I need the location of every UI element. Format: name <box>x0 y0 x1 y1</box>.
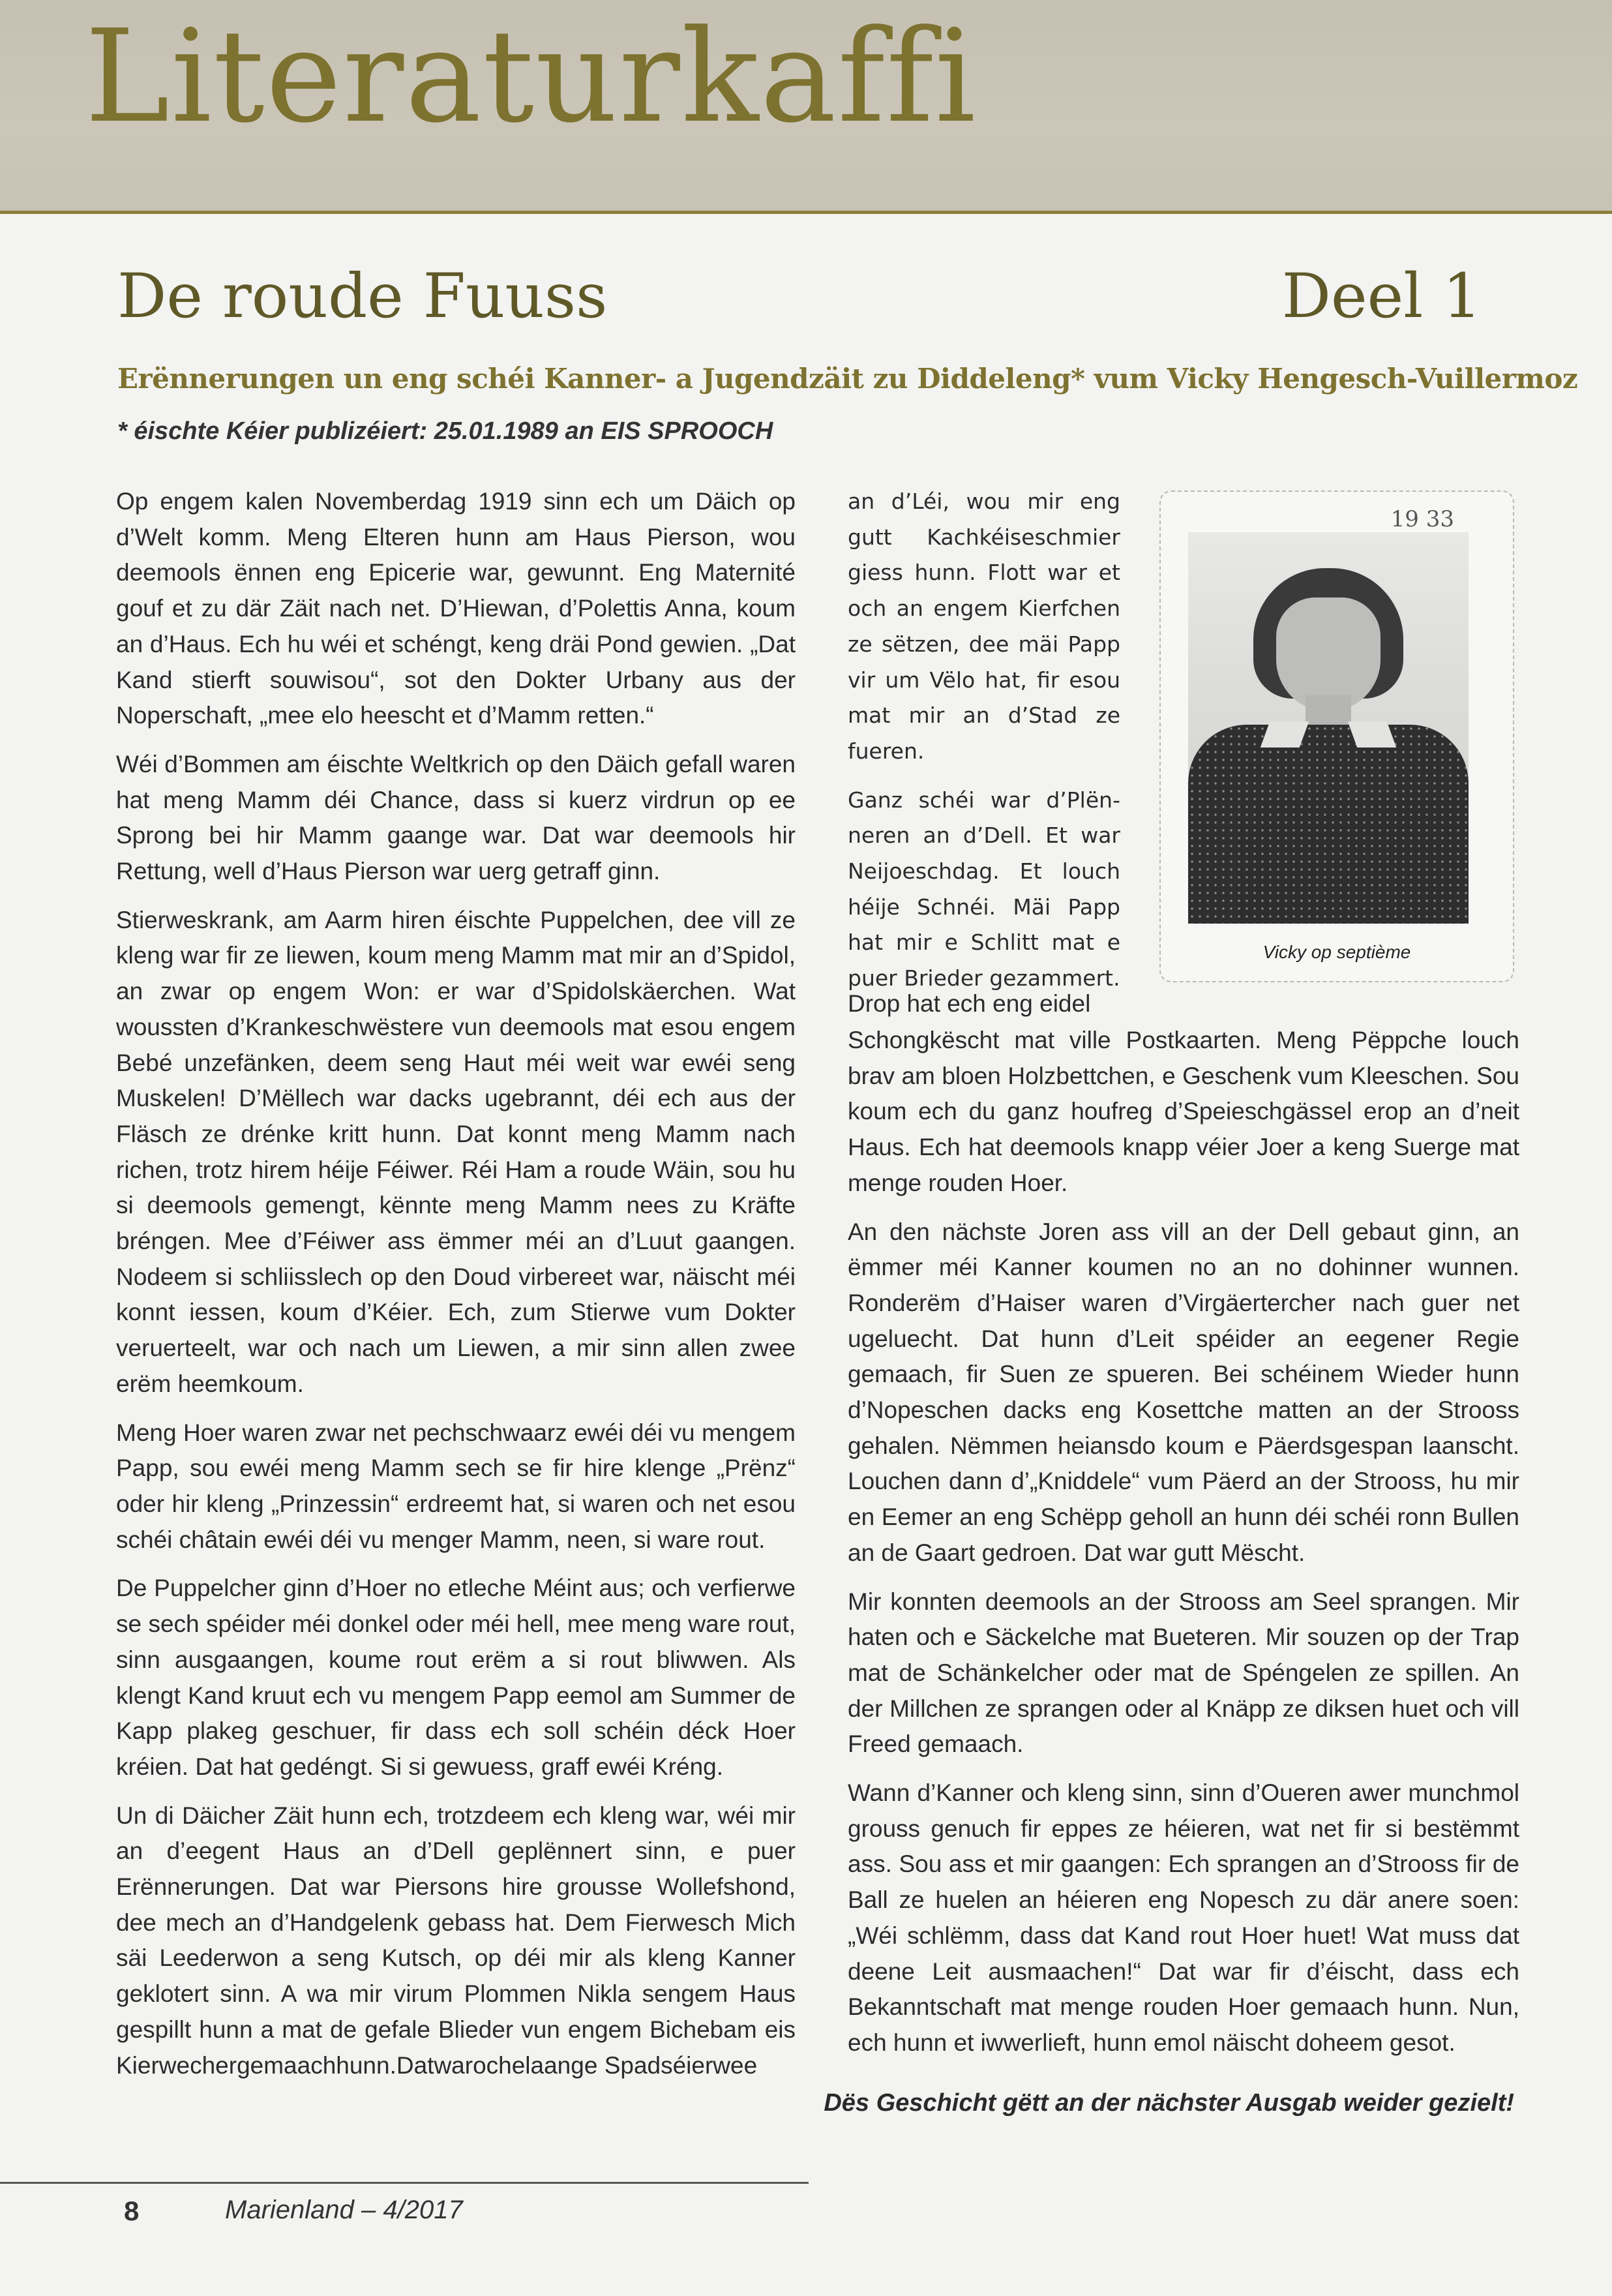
article-part-label: Deel 1 <box>1281 261 1482 332</box>
article-subtitle: Erënnerungen un eng schéi Kanner- a Jugendzäit zu Diddeleng* vum Vicky Hengesch-Vuillermoz <box>117 363 1578 395</box>
paragraph: Op engem kalen Novemberdag 1919 sinn ech um Däich op d’Welt komm. Meng Elteren hunn am Haus Pierson, wou deemools ënnen eng Epicerie war, gewunnt. Eng Maternité gouf et zu där Zäit nach net. D’Hiewan, d’Polettis Anna, koum an d’Haus. Ech hu wéi et schéngt, keng dräi Pond gewien. „Dat Kand stierft souwisou“, sot den Dokter Urbany aus der Noperschaft, „mee elo heescht et d’Mamm retten.“ <box>116 488 796 729</box>
photo-year-note: 19 33 <box>1390 506 1454 532</box>
photo-card <box>1159 491 1514 982</box>
paragraph: De Puppelcher ginn d’Hoer no etleche Méint aus; och verfierwe se sech spéider méi donkel oder méi hell, mee meng ware rout, sinn ausgaangen, koume rout erëm a si rout bliwwen. Als klengt Kand kruut ech vu mengem Papp eemol am Summer de Kapp plakeg geschuer, fir dass ech soll schéin déck Hoer kréien. Dat hat gedéngt. Si si gewuess, graff ewéi Kréng. <box>116 1575 796 1780</box>
paragraph: Wéi d’Bommen am éischte Weltkrich op den Däich gefall waren hat meng Mamm déi Chance, dass si kuerz virdrun op ee Sprong bei hir Mamm gaange war. Dat war deemools hir Rettung, well d’Haus Pierson war uerg getraff ginn. <box>116 750 796 885</box>
paragraph: An den nächste Joren ass vill an der Dell gebaut ginn, an ëmmer méi Kanner koumen no an no dohinner wunnen. Ronderëm d’Haiser waren d’Virgäertercher nach guer net ugeluecht. Dat hunn d’Leit spéider an eegener Regie gemaach, fir Suen ze spueren. Bei schéinem Wieder hunn d’Nopeschen dacks eng Kosettche matten an der Strooss gehalen. Nëmmen heiansdo koum e Päerdsgespan laanscht. Louchen dann d’„Kniddele“ vum Päerd an der Strooss, hu mir en Eemer an eng Schëpp geholl an hunn déi schéi ronn Bullen an de Gaart gedroen. Dat war gutt Mëscht. <box>848 1218 1519 1566</box>
photo-dress-shape <box>1188 725 1469 924</box>
publication-footnote: * éischte Kéier publizéiert: 25.01.1989 an EIS SPROOCH <box>117 417 773 445</box>
paragraph: Mir konnten deemools an der Strooss am Seel sprangen. Mir haten och e Säckelche mat Bueteren. Mir souzen op der Trap mat de Schänkelcher oder mat de Spéngelen ze spillen. An der Millchen ze sprangen oder al Knäpp ze diksen huet och vill Freed gemaach. <box>848 1588 1519 1758</box>
paragraph: Schongkëscht mat ville Postkaarten. Meng Pëppche louch brav am bloen Holzbettchen, e Geschenk vum Kleeschen. Sou koum ech du ganz houfreg d’Speieschgässel erop an d’neit Haus. Ech hat deemools knapp véier Joer a keng Suerge mat menge rouden Hoer. <box>848 1027 1519 1196</box>
photo-face-shape <box>1276 597 1381 712</box>
paragraph: an d’Léi, wou mir eng gutt Kachkéiseschmier giess hunn. Flott war et och an engem Kierfchen ze sëtzen, dee mäi Papp vir um Vëlo hat, fir esou mat mir an d’Stad ze fueren. <box>848 489 1120 764</box>
page-number: 8 <box>124 2196 140 2226</box>
paragraph: Wann d’Kanner och kleng sinn, sinn d’Oueren awer munchmol grouss genuch fir eppes ze héieren, wat net fir si bestëmmt ass. Sou ass et mir gaangen: Ech sprangen an d’Strooss fir de Ball ze huelen an héieren eng Nopesch zu där anere soen: „Wéi schlëmm, dass dat Kand rout Hoer huet! Wat muss dat deene Leit ausmaachen!“ Dat war fir d’éischt, dass ech Bekanntschaft mat menge rouden Hoer gemaach hunn. Nun, ech hunn et iwwerlieft, hunn emol näischt doheem gesot. <box>848 1779 1519 2056</box>
photo-caption: Vicky op septième <box>1262 942 1411 962</box>
paragraph: Stierweskrank, am Aarm hiren éischte Puppelchen, dee vill ze kleng war fir ze liewen, koum meng Mamm mat mir an d’Spidol, an zwar op engem Won: er war d’Spidolskäerchen. Wat woussten d’Krankeschwëstere vun deemools mat esou engem Bebé unzefänken, deem seng Haut méi weit war ewéi seng Muskelen! D’Mëllech war dacks ugebrannt, déi ech aus der Fläsch ze drénke kritt hunn. Dat konnt meng Mamm nach richen, trotz hirem héije Féiwer. Réi Ham a roude Wäin, sou hu si deemools gemengt, kënnte meng Mamm nees zu Kräfte bréngen. Mee d’Féiwer ass ëmmer méi an d’Luut gaangen. Nodeem si schliisslech op den Doud virbereet war, näischt méi konnt iessen, koum d’Kéier. Ech, zum Stierwe vum Dokter veruerteelt, war och nach um Liewen, a mir sinn allen zwee erëm heemkoum. <box>116 906 796 1397</box>
article-title: De roude Fuuss <box>117 261 608 332</box>
right-column <box>848 1023 1519 2074</box>
section-title: Literaturkaffi <box>85 3 978 151</box>
right-narrow-column <box>848 484 1120 1010</box>
paragraph: Meng Hoer waren zwar net pechschwaarz ewéi déi vu mengem Papp, sou ewéi meng Mamm sech se fir hire klenge „Prënz“ oder hir kleng „Prinzessin“ erdreemt hat, si waren och net esou schéi châtain ewéi déi vu menger Mamm, neen, si ware rout. <box>116 1419 796 1553</box>
paragraph: Un di Däicher Zäit hunn ech, trotzdeem ech kleng war, wéi mir an d’eegent Haus an d’Dell geplënnert sinn, e puer Erënnerungen. Dat war Piersons hire grousse Wollefshond, dee mech an d’Handgelenk gebass hat. Dem Fierwesch Mich säi Leederwon a seng Kutsch, op déi mir als kleng Kanner geklotert sinn. A wa mir virum Plommen Nikla sengem Haus gespillt hunn a mat de gefale Blieder vun engem Bichebam eis Kierwechergemaachhunn.Datwarochelaange Spadséierwee <box>116 1802 796 2079</box>
section-header-band <box>0 0 1612 214</box>
continued-note: Dës Geschicht gëtt an der nächster Ausgab weider gezielt! <box>824 2089 1514 2117</box>
paragraph: Ganz schéi war d’Plënneren an d’Dell. Et war Neijoeschdag. Et louch héije Schnéi. Mäi Papp hat mir e Schlitt mat e puer Brieder gezammert. <box>848 787 1120 991</box>
left-column <box>116 484 796 2096</box>
portrait-photo <box>1188 532 1469 924</box>
paragraph-continuation: Drop hat ech eng eidel <box>848 990 1091 1017</box>
footer-divider <box>0 2182 809 2184</box>
publication-info: Marienland – 4/2017 <box>225 2196 463 2224</box>
